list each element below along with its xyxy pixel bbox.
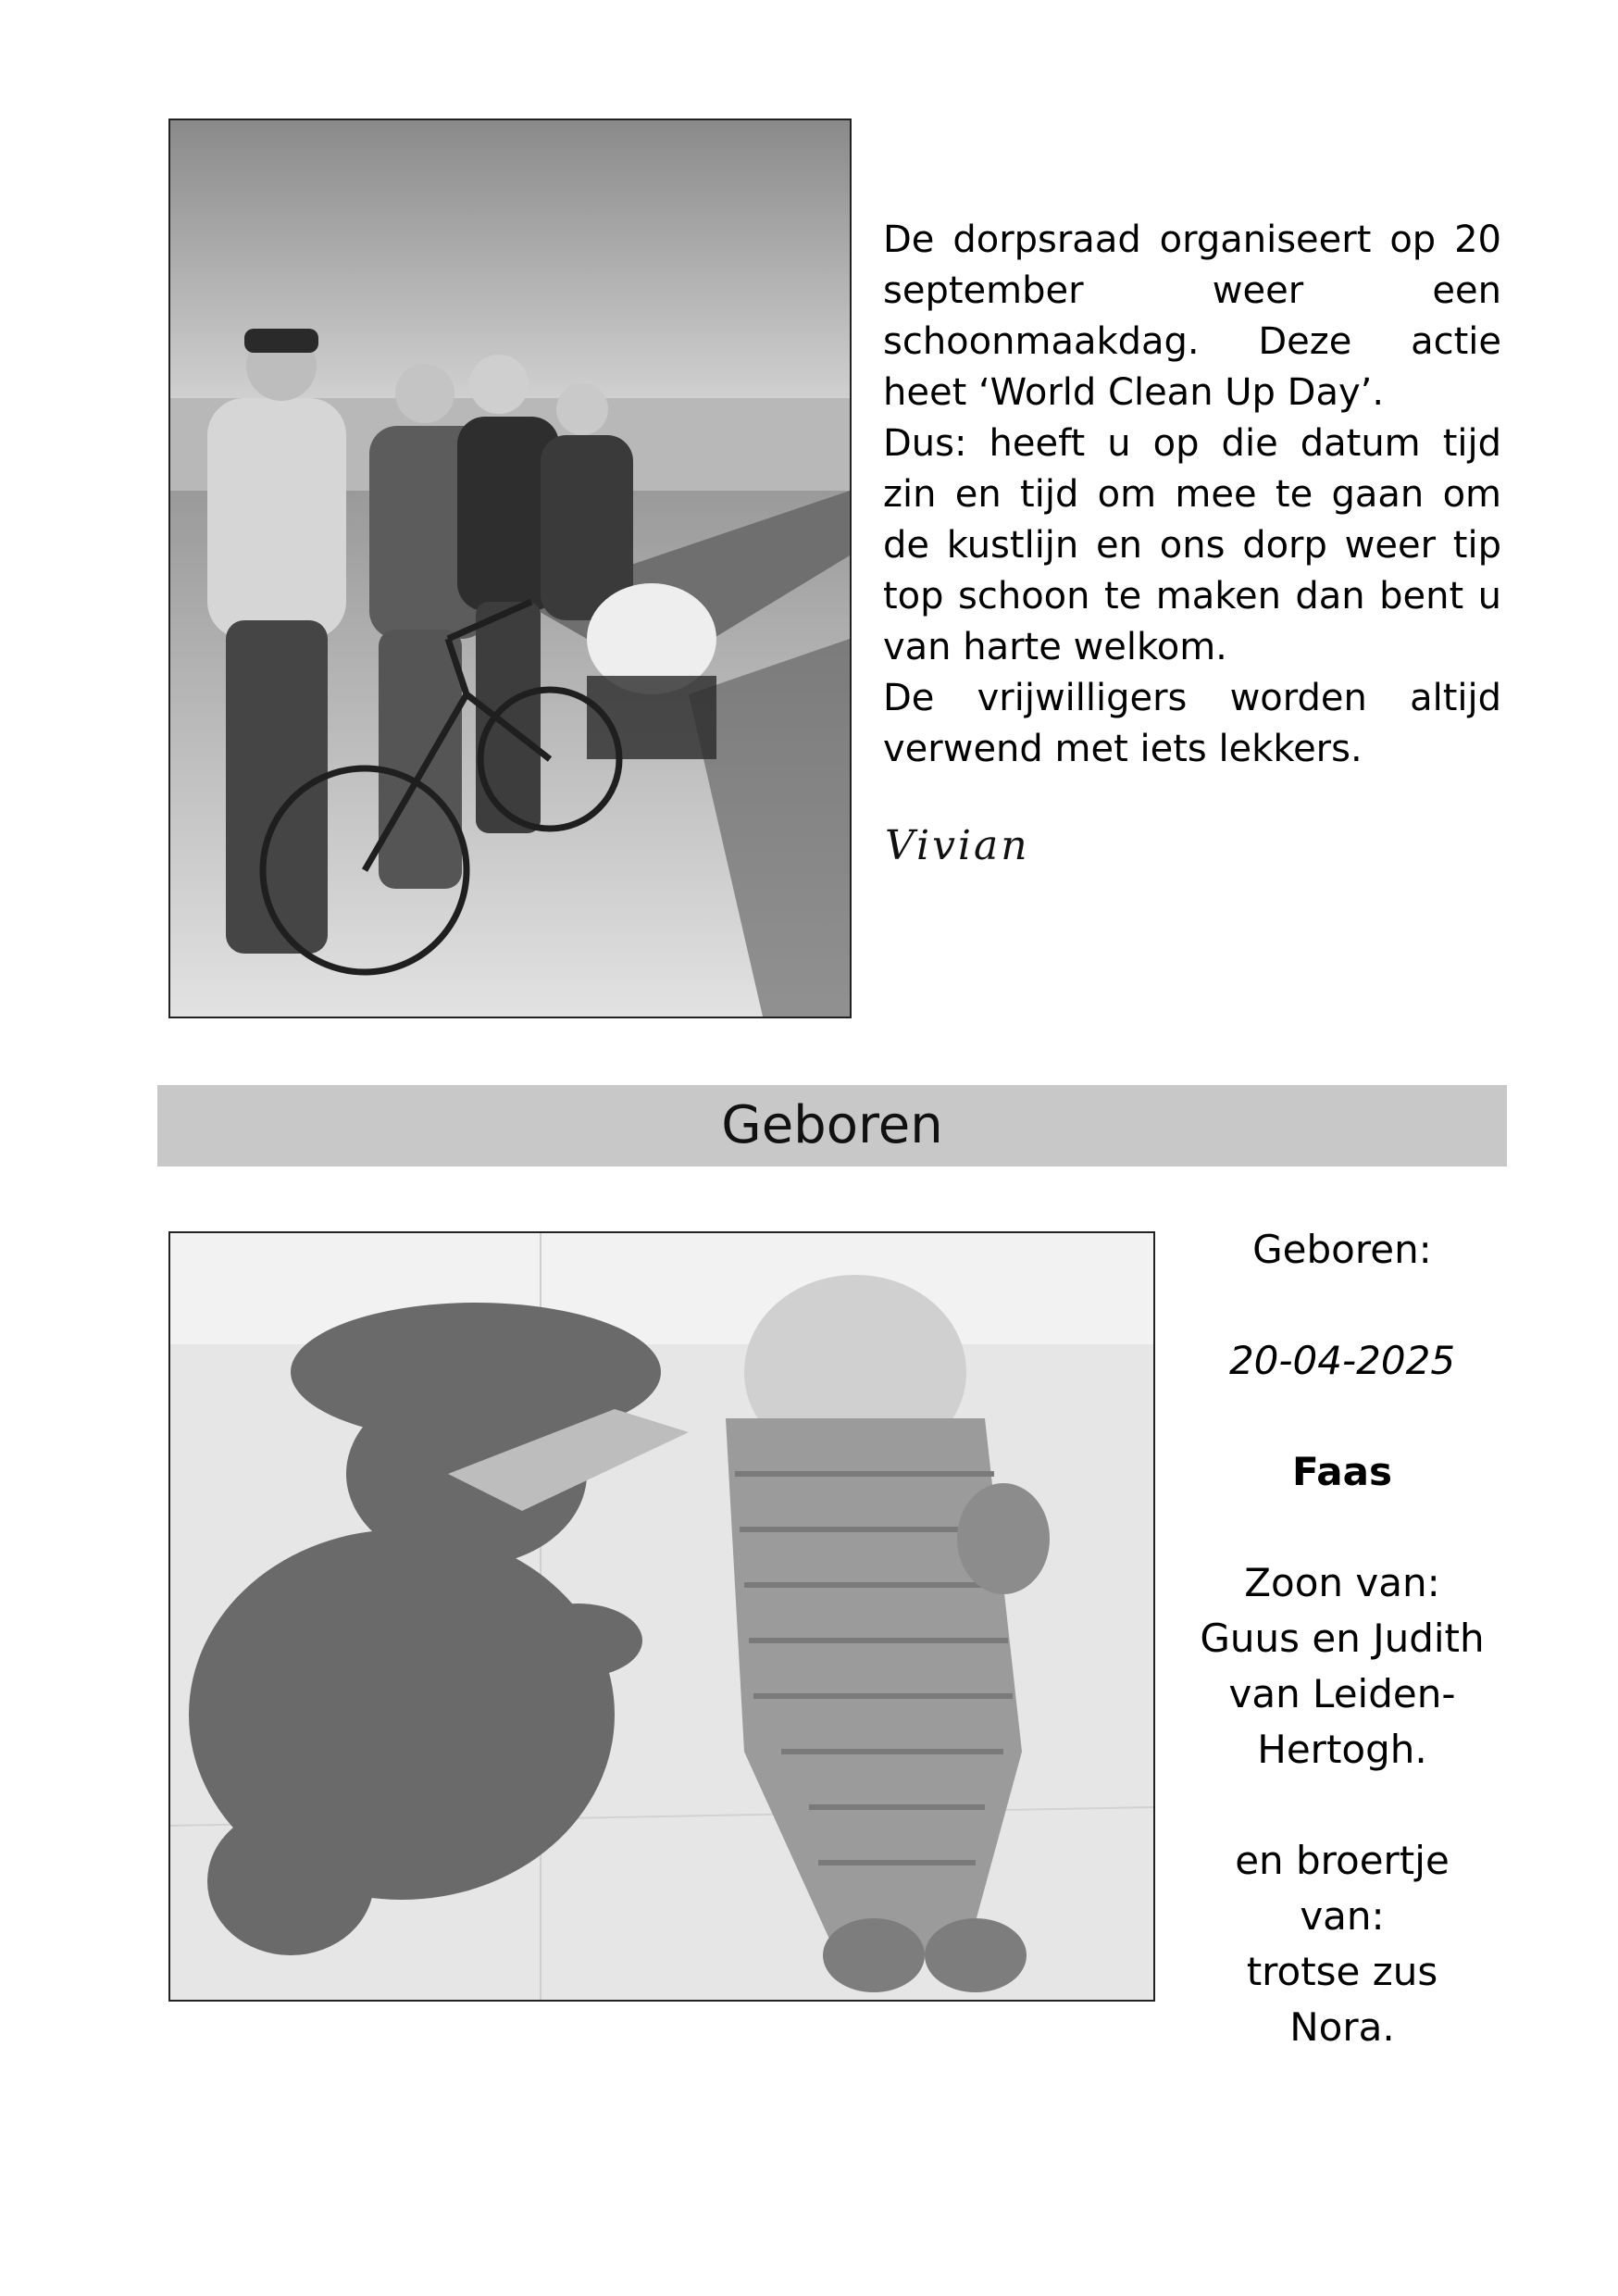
parents-line: van Leiden- (1228, 1671, 1456, 1716)
sibling-line: en broertje (1235, 1838, 1450, 1883)
article-paragraph: De vrijwilligers worden altijd verwend met iets lekkers. (883, 677, 1501, 770)
article-paragraph: Dus: heeft u op die datum tijd zin en tijd om mee te gaan om de kustlijn en ons dorp weer tip top schoon te maken dan bent u van harte welkom. (883, 422, 1501, 668)
sibling-line: van: (1300, 1893, 1385, 1939)
cleanup-volunteers-photo (168, 119, 852, 1018)
parents-line: Guus en Judith (1200, 1616, 1485, 1661)
sibling-line: Nora. (1289, 2004, 1395, 2050)
birth-heading: Geboren: (1252, 1227, 1432, 1272)
son-of-label: Zoon van: (1244, 1560, 1440, 1605)
sibling-line: trotse zus (1246, 1949, 1438, 1994)
birth-date: 20-04-2025 (1228, 1338, 1456, 1383)
cleanup-article (883, 215, 1501, 775)
parents-line: Hertogh. (1257, 1727, 1427, 1772)
newborn-photo (168, 1231, 1155, 2002)
article-signature: Vivian (885, 822, 1030, 869)
section-header-bar (157, 1085, 1507, 1167)
baby-name: Faas (1292, 1449, 1392, 1494)
section-title: Geboren (721, 1095, 943, 1155)
article-paragraph: De dorpsraad organiseert op 20 september weer een schoonmaakdag. Deze actie heet ‘World Clean Up Day’. (883, 218, 1501, 414)
birth-announcement (1176, 1222, 1509, 2055)
